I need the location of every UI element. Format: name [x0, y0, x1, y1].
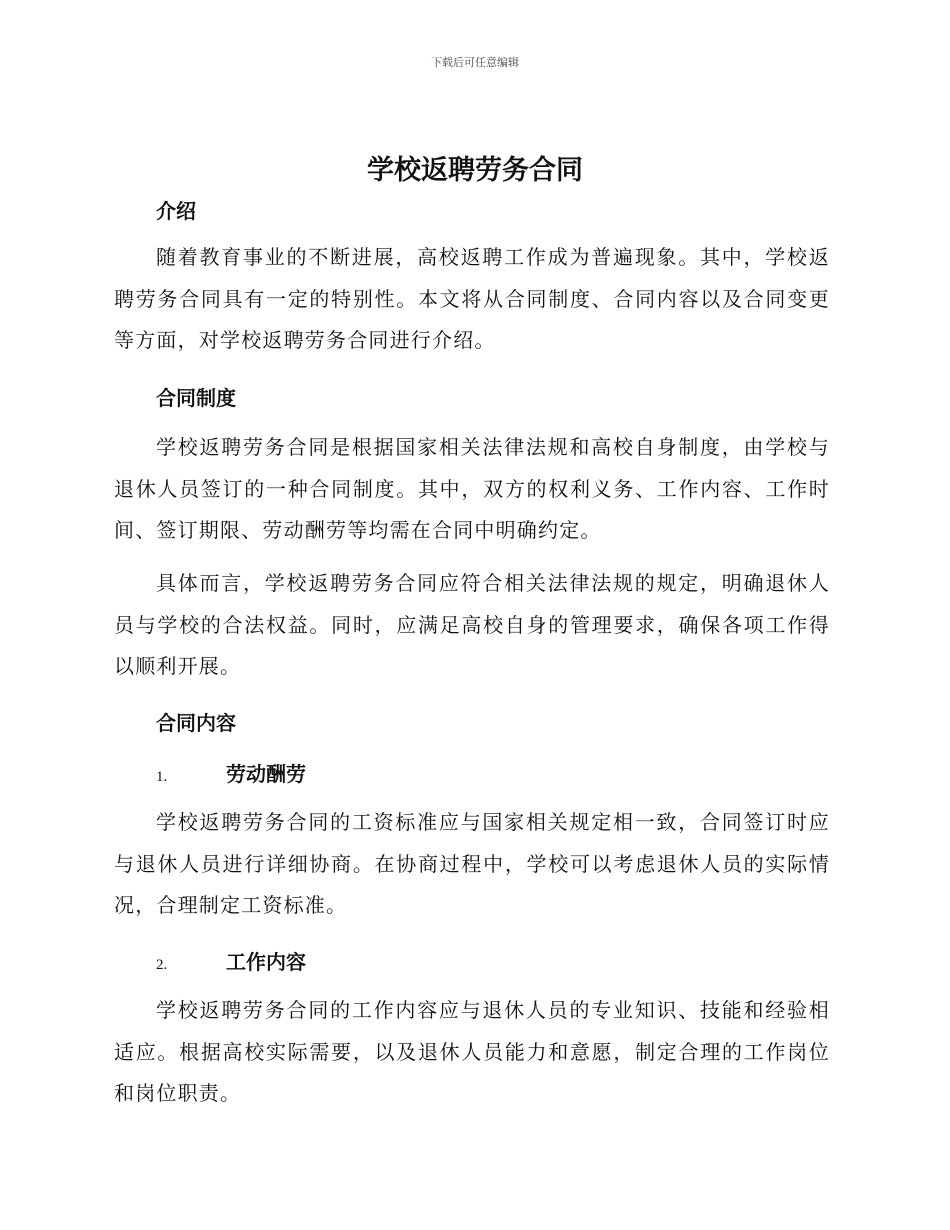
section-heading-system: 合同制度 [156, 386, 236, 410]
item-2-paragraph: 学校返聘劳务合同的工作内容应与退休人员的专业知识、技能和经验相适应。根据高校实际需要，以及退休人员能力和意愿，制定合理的工作岗位和岗位职责。 [114, 998, 830, 1105]
item-number: 2. [156, 957, 168, 973]
system-paragraph-1: 学校返聘劳务合同是根据国家相关法律法规和高校自身制度，由学校与退休人员签订的一种合同制度。其中，双方的权利义务、工作内容、工作时间、签订期限、劳动酬劳等均需在合同中明确约定。 [114, 435, 830, 542]
numbered-item-1 [156, 758, 306, 787]
section-heading-intro: 介绍 [156, 199, 196, 223]
document-title: 学校返聘劳务合同 [367, 155, 583, 186]
item-1-paragraph: 学校返聘劳务合同的工资标准应与国家相关规定相一致，合同签订时应与退休人员进行详细协商。在协商过程中，学校可以考虑退休人员的实际情况，合理制定工资标准。 [114, 810, 830, 917]
section-heading-content: 合同内容 [156, 711, 236, 735]
item-number: 1. [156, 769, 168, 785]
intro-paragraph: 随着教育事业的不断进展，高校返聘工作成为普遍现象。其中，学校返聘劳务合同具有一定的特别性。本文将从合同制度、合同内容以及合同变更等方面，对学校返聘劳务合同进行介绍。 [114, 245, 830, 352]
item-label: 劳动酬劳 [226, 762, 306, 786]
system-paragraph-2: 具体而言，学校返聘劳务合同应符合相关法律法规的规定，明确退休人员与学校的合法权益。同时，应满足高校自身的管理要求，确保各项工作得以顺利开展。 [114, 571, 830, 678]
item-label: 工作内容 [226, 950, 306, 974]
header-note: 下载后可任意编辑 [431, 56, 519, 69]
numbered-item-2 [156, 946, 306, 975]
